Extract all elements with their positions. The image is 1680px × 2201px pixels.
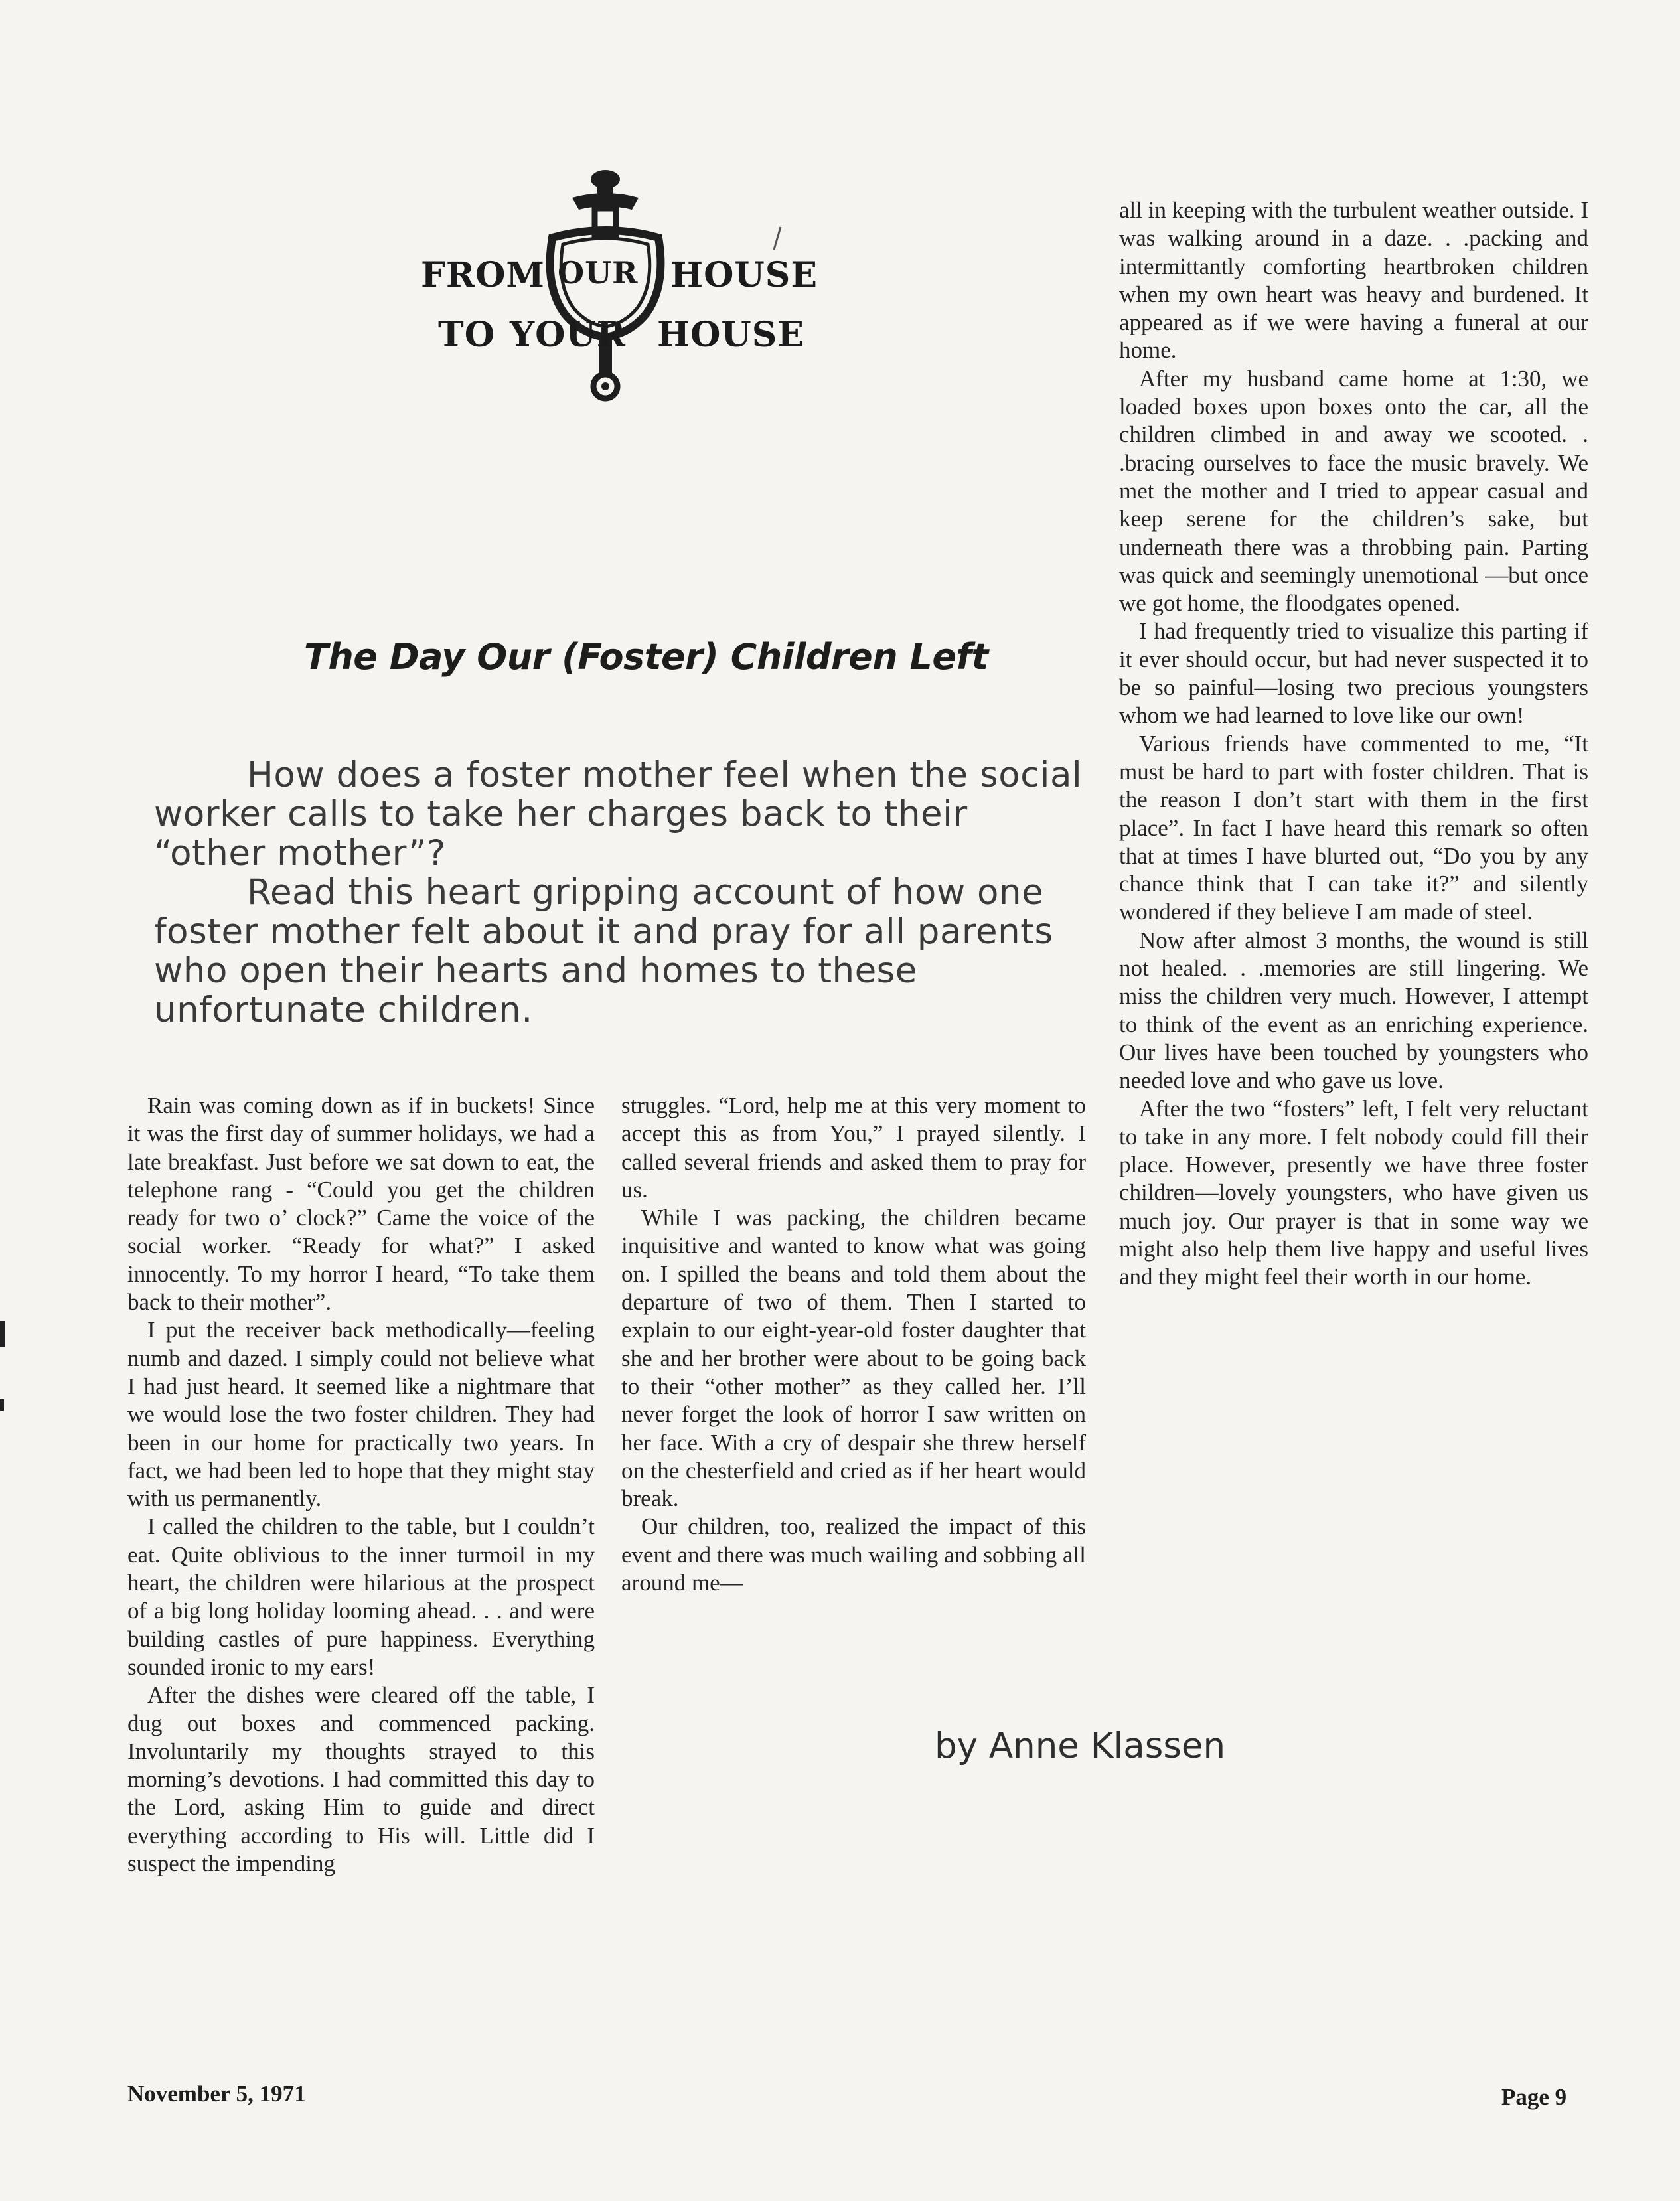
article-headline: The Day Our (Foster) Children Left: [304, 636, 988, 678]
masthead-our: OUR: [558, 255, 639, 291]
body-paragraph: After the dishes were cleared off the table, I dug out boxes and commenced packing. Involuntarily my thoughts strayed to this morning’s devotions. I had committed this day to the Lord, asking Him to guide and direct everything according to His will. Little did I suspect the impending: [127, 1682, 595, 1877]
body-paragraph: I put the receiver back methodically—feeling numb and dazed. I simply could not believe what I had just heard. It seemed like a nightmare that we would lose the two foster children. They had been in our home for practically two years. In fact, we had been led to hope that they might stay with us permanently.: [127, 1317, 595, 1512]
body-paragraph: I called the children to the table, but I couldn’t eat. Quite oblivious to the inner turmoil in my heart, the children were hilarious at the prospect of a big long holiday looming ahead. . . and were building castles of pure happiness. Everything sounded ironic to my ears!: [127, 1513, 595, 1680]
binding-edge-mark: [0, 1321, 9, 1414]
body-paragraph: all in keeping with the turbulent weather outside. I was walking around in a daze. . .packing and intermittantly comforting heartbroken children when my own heart was heavy and burdened. It appeared as if we were having a funeral at our home.: [1119, 197, 1588, 364]
body-column-3: [1119, 196, 1588, 1292]
masthead-to: TO: [438, 315, 495, 355]
body-paragraph: Our children, too, realized the impact of this event and there was much wailing and sobbing all around me—: [621, 1513, 1086, 1596]
masthead-house-2: HOUSE: [657, 315, 804, 355]
deck-paragraph: Read this heart gripping account of how one foster mother felt about it and pray for all parents who open their hearts and homes to these unfortunate children.: [154, 872, 1053, 1030]
masthead-from: FROM: [421, 255, 545, 295]
body-paragraph: Various friends have commented to me, “It must be hard to part with foster children. That is the reason I don’t start with them in the first place”. In fact I have heard this remark so often that at times I have blurted out, “Do you by any chance think that I can take it?” and silently wondered if they believe I am made of steel.: [1119, 730, 1588, 925]
article-deck: [154, 755, 1083, 1029]
masthead-house-1: HOUSE: [670, 255, 818, 295]
body-paragraph: While I was packing, the children became inquisitive and wanted to know what was going on. I spilled the beans and told them about the departure of two of them. Then I started to explain to our eight-year-old foster daughter that she and her brother were about to be going back to their “other mother” as they called her. I’ll never forget the look of horror I saw written on her face. With a cry of despair she threw herself on the chesterfield and cried as if her heart would break.: [621, 1205, 1086, 1512]
body-paragraph: Rain was coming down as if in buckets! Since it was the first day of summer holidays, we had a late breakfast. Just before we sat down to eat, the telephone rang - “Could you get the children ready for two o’ clock?” Came the voice of the social worker. “Ready for what?” I asked innocently. To my horror I heard, “To take them back to their mother”.: [127, 1093, 595, 1316]
stray-pen-mark: [770, 226, 783, 252]
masthead-your: YOUR: [510, 315, 626, 355]
page-number: Page 9: [1501, 2084, 1567, 2110]
body-column-2: [621, 1092, 1086, 1597]
author-byline: by Anne Klassen: [935, 1726, 1226, 1766]
body-paragraph: struggles. “Lord, help me at this very moment to accept this as from You,” I prayed silently. I called several friends and asked them to pray for us.: [621, 1093, 1086, 1203]
masthead-logo: [398, 159, 823, 412]
body-paragraph: I had frequently tried to visualize this parting if it ever should occur, but had never suspected it to be so painful—losing two precious youngsters whom we had learned to love like our own!: [1119, 618, 1588, 729]
issue-date: November 5, 1971: [127, 2081, 306, 2107]
body-column-1: [127, 1092, 595, 1878]
body-paragraph: After my husband came home at 1:30, we loaded boxes upon boxes onto the car, all the children climbed in and away we scooted. . .bracing ourselves to face the music bravely. We met the mother and I tried to appear casual and keep serene for the children’s sake, but underneath there was a throbbing pain. Parting was quick and seemingly unemotional —but once we got home, the floodgates opened.: [1119, 365, 1588, 617]
body-paragraph: Now after almost 3 months, the wound is still not healed. . .memories are still lingering. We miss the children very much. However, I attempt to think of the event as an enriching experience. Our lives have been touched by youngsters who needed love and who gave us love.: [1119, 927, 1588, 1094]
deck-paragraph: How does a foster mother feel when the social worker calls to take her charges back to their “other mother”?: [154, 755, 1083, 873]
body-paragraph: After the two “fosters” left, I felt very reluctant to take in any more. I felt nobody could fill their place. However, presently we have three foster children—lovely youngsters, who have given us much joy. Our prayer is that in some way we might also help them live happy and useful lives and they might feel their worth in our home.: [1119, 1095, 1588, 1290]
